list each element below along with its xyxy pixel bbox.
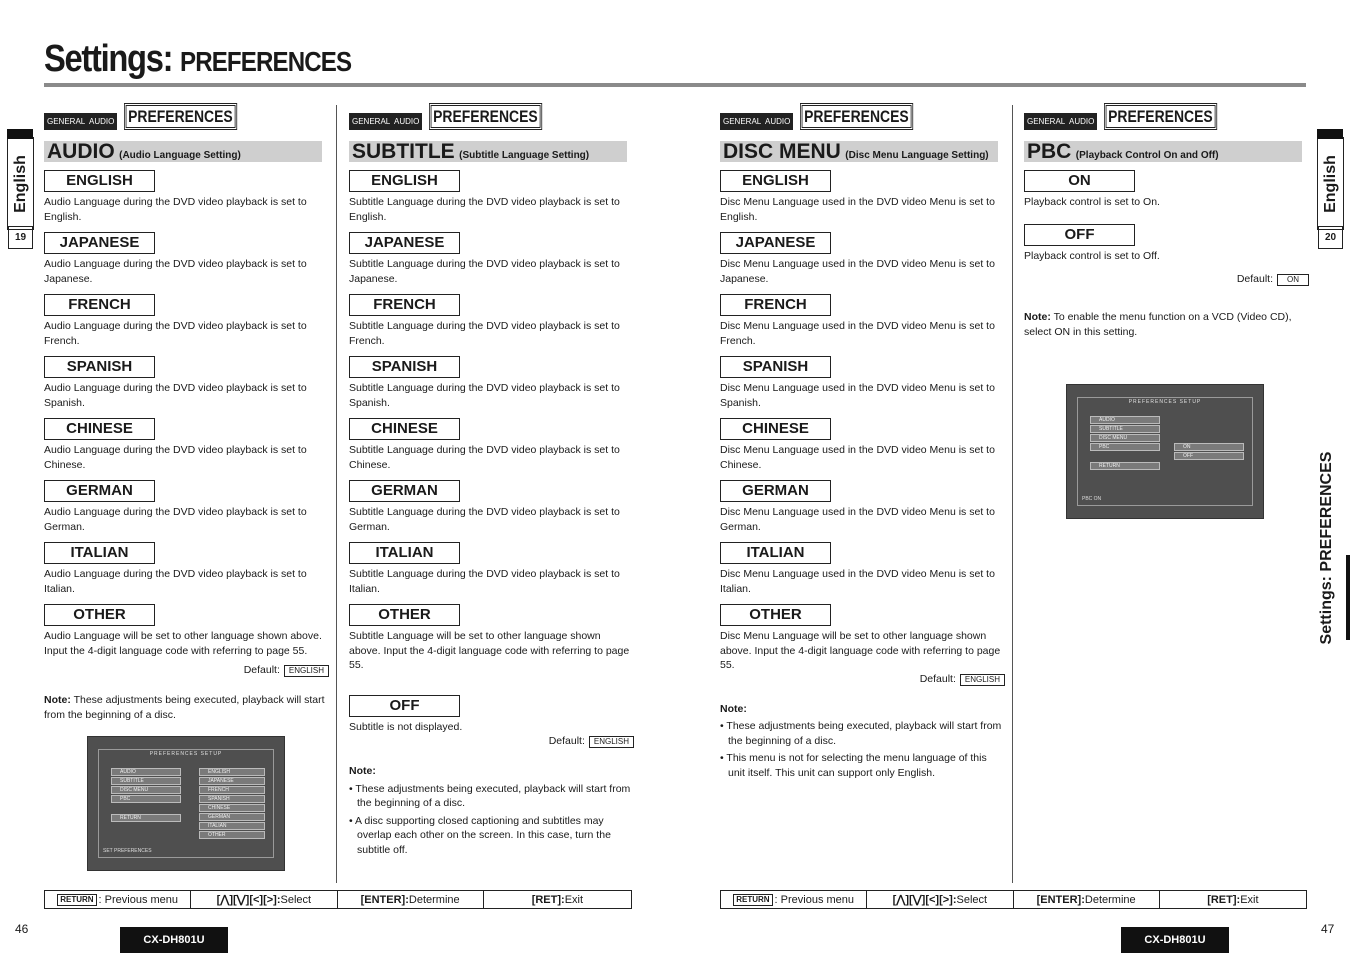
screen-option: ENGLISH — [199, 768, 265, 776]
footer-arrows: [⋀][⋁][<][>]: — [216, 894, 281, 906]
default-row — [1024, 273, 1309, 286]
return-key-box: RETURN — [57, 894, 96, 906]
option-japanese: JAPANESE — [44, 232, 155, 254]
note-item: • These adjustments being executed, playback will start from the beginning of a disc. — [720, 720, 1002, 747]
audio-heading-sub: (Audio Language Setting) — [119, 150, 241, 161]
footer-ret-key: [RET]: — [1207, 893, 1241, 906]
option-description: Disc Menu Language used in the DVD video Menu is set to French. — [720, 320, 995, 347]
footer-previous-text: : Previous menu — [774, 893, 855, 906]
pbc-heading-sub: (Playback Control On and Off) — [1075, 150, 1219, 161]
footer-determine-text: Determine — [408, 893, 460, 906]
preferences-setup-screen-left — [87, 736, 285, 871]
option-description: Playback control is set to Off. — [1024, 249, 1160, 262]
side-page-number-left: 19 — [8, 226, 33, 249]
screen-menu-item: RETURN — [1090, 462, 1160, 470]
screen-option: SPANISH — [199, 795, 265, 803]
option-description: Subtitle Language during the DVD video playback is set to Italian. — [349, 568, 620, 595]
screen-menu-item: PBC — [1090, 443, 1160, 451]
screen-title: PREFERENCES SETUP — [149, 751, 223, 757]
option-spanish: SPANISH — [720, 356, 831, 378]
screen-option: ITALIAN — [199, 822, 265, 830]
option-italian: ITALIAN — [44, 542, 155, 564]
option-italian: ITALIAN — [349, 542, 460, 564]
note-item: • A disc supporting closed captioning and subtitles may overlap each other on the screen. In this case, turn the subtitle off. — [349, 814, 611, 856]
subtitle-heading-title: SUBTITLE — [352, 141, 455, 162]
screen-frame — [98, 749, 274, 858]
tab-general: GENERAL — [44, 113, 88, 130]
footer-select — [191, 891, 337, 908]
note-label: Note: — [720, 702, 747, 715]
option-italian: ITALIAN — [720, 542, 831, 564]
option-chinese: CHINESE — [44, 418, 155, 440]
tab-row — [349, 103, 634, 133]
option-description: Disc Menu Language used in the DVD video Menu is set to Chinese. — [720, 444, 995, 471]
footer-enter — [338, 891, 484, 908]
option-description: Subtitle Language during the DVD video playback is set to Japanese. — [349, 258, 620, 285]
option-description: Disc Menu Language used in the DVD video Menu is set to Japanese. — [720, 258, 995, 285]
option-spanish: SPANISH — [349, 356, 460, 378]
default-row — [720, 673, 1005, 686]
tab-audio: AUDIO — [391, 113, 422, 130]
screen-option: OFF — [1174, 452, 1244, 460]
model-badge-left: CX-DH801U — [120, 927, 228, 953]
audio-heading-title: AUDIO — [47, 141, 115, 162]
footer-ret-key: [RET]: — [531, 893, 565, 906]
option-description: Audio Language during the DVD video playback is set to German. — [44, 506, 307, 533]
screen-menu-item: SUBTITLE — [1090, 425, 1160, 433]
tab-general: GENERAL — [720, 113, 764, 130]
title-rule — [44, 83, 1306, 87]
option-description: Disc Menu Language used in the DVD video Menu is set to English. — [720, 196, 995, 223]
option-description: Audio Language during the DVD video playback is set to Spanish. — [44, 382, 307, 409]
audio-column — [44, 103, 329, 722]
pbc-column — [1024, 103, 1309, 339]
model-badge-right: CX-DH801U — [1121, 927, 1229, 953]
side-language-tab-right — [1317, 137, 1344, 230]
page-number-left: 46 — [15, 922, 29, 936]
footer-previous — [721, 891, 867, 908]
option-description: Audio Language during the DVD video playback is set to English. — [44, 196, 307, 223]
side-section-title — [1312, 451, 1342, 644]
tab-row — [720, 103, 1005, 133]
tab-row — [1024, 103, 1309, 133]
option-german: GERMAN — [349, 480, 460, 502]
option-english: ENGLISH — [720, 170, 831, 192]
screen-option: OTHER — [199, 831, 265, 839]
default-value: ON — [1277, 274, 1309, 286]
page-title-sub: PREFERENCES — [179, 46, 352, 77]
disc-menu-note — [720, 702, 1005, 781]
note-item: • These adjustments being executed, playback will start from the beginning of a disc. — [349, 782, 631, 809]
default-label: Default: — [1236, 273, 1273, 285]
option-french: FRENCH — [349, 294, 460, 316]
subtitle-heading-sub: (Subtitle Language Setting) — [459, 150, 590, 161]
option-description: Subtitle Language during the DVD video playback is set to Chinese. — [349, 444, 620, 471]
option-description: Audio Language during the DVD video playback is set to Italian. — [44, 568, 307, 595]
note-text: To enable the menu function on a VCD (Video CD), select ON in this setting. — [1024, 311, 1292, 338]
footer-exit-text: Exit — [564, 893, 584, 906]
screen-option: FRENCH — [199, 786, 265, 794]
disc-menu-heading — [720, 141, 998, 162]
option-other: OTHER — [44, 604, 155, 626]
side-language-label: English — [1321, 154, 1339, 213]
option-description: Subtitle Language during the DVD video playback is set to Spanish. — [349, 382, 620, 409]
option-english: ENGLISH — [349, 170, 460, 192]
default-value: ENGLISH — [284, 665, 329, 677]
disc-menu-heading-title: DISC MENU — [723, 141, 841, 162]
page-title-main: Settings: — [44, 38, 173, 80]
side-section-bar — [1346, 555, 1350, 640]
tab-preferences: PREFERENCES — [800, 103, 913, 130]
footer-previous-text: : Previous menu — [98, 893, 179, 906]
footer-previous — [45, 891, 191, 908]
tab-audio: AUDIO — [86, 113, 117, 130]
footer-enter — [1014, 891, 1160, 908]
note-label: Note: — [44, 694, 71, 706]
note-text: These adjustments being executed, playback will start from the beginning of a disc. — [44, 694, 325, 721]
tab-audio: AUDIO — [1066, 113, 1097, 130]
pbc-heading-title: PBC — [1027, 141, 1072, 162]
option-description: Audio Language will be set to other language shown above. Input the 4-digit language code with referring to page 55. — [44, 630, 322, 657]
footer-bar-right — [720, 890, 1307, 909]
preferences-setup-screen-right — [1066, 384, 1264, 519]
option-description: Subtitle Language during the DVD video playback is set to German. — [349, 506, 620, 533]
tab-audio: AUDIO — [762, 113, 793, 130]
screen-option: GERMAN — [199, 813, 265, 821]
screen-title: PREFERENCES SETUP — [1128, 399, 1202, 405]
column-divider — [1012, 105, 1013, 883]
tab-preferences: PREFERENCES — [124, 103, 237, 130]
footer-exit — [1160, 891, 1306, 908]
screen-menu-item: AUDIO — [1090, 416, 1160, 424]
tab-preferences: PREFERENCES — [429, 103, 542, 130]
screen-option: JAPANESE — [199, 777, 265, 785]
audio-heading — [44, 141, 322, 162]
column-divider — [336, 105, 337, 883]
page-number-right: 47 — [1321, 922, 1335, 936]
option-other: OTHER — [349, 604, 460, 626]
screen-menu-item: RETURN — [111, 814, 181, 822]
option-description: Audio Language during the DVD video playback is set to Chinese. — [44, 444, 307, 471]
option-chinese: CHINESE — [720, 418, 831, 440]
footer-determine-text: Determine — [1084, 893, 1136, 906]
default-row — [349, 735, 634, 748]
option-description: Subtitle Language during the DVD video playback is set to French. — [349, 320, 620, 347]
option-description: Audio Language during the DVD video playback is set to French. — [44, 320, 307, 347]
option-chinese: CHINESE — [349, 418, 460, 440]
note-item: • This menu is not for selecting the menu language of this unit itself. This unit can support only English. — [720, 752, 987, 779]
side-language-tab-left — [7, 137, 34, 230]
footer-enter-key: [ENTER]: — [360, 893, 409, 906]
option-description: Disc Menu Language will be set to other language shown above. Input the 4-digit language code with referring to page 55. — [720, 630, 1001, 671]
screen-menu-item: DISC MENU — [1090, 434, 1160, 442]
tab-row — [44, 103, 329, 133]
pbc-heading — [1024, 141, 1302, 162]
option-description: Disc Menu Language used in the DVD video Menu is set to Spanish. — [720, 382, 995, 409]
return-key-box: RETURN — [733, 894, 772, 906]
side-language-label: English — [11, 154, 29, 213]
screen-option: ON — [1174, 443, 1244, 451]
option-description: Disc Menu Language used in the DVD video Menu is set to Italian. — [720, 568, 995, 595]
footer-arrows: [⋀][⋁][<][>]: — [892, 894, 957, 906]
option-description: Subtitle Language during the DVD video playback is set to English. — [349, 196, 620, 223]
option-off: OFF — [1024, 224, 1135, 246]
tab-general: GENERAL — [349, 113, 393, 130]
default-label: Default: — [919, 672, 956, 685]
footer-enter-key: [ENTER]: — [1036, 893, 1085, 906]
subtitle-heading — [349, 141, 627, 162]
option-german: GERMAN — [44, 480, 155, 502]
option-description: Subtitle is not displayed. — [349, 720, 463, 733]
side-page-number-right: 20 — [1318, 226, 1343, 249]
option-german: GERMAN — [720, 480, 831, 502]
screen-menu-item: PBC — [111, 795, 181, 803]
screen-status: PBC ON — [1082, 496, 1102, 502]
option-japanese: JAPANESE — [720, 232, 831, 254]
screen-menu-item: SUBTITLE — [111, 777, 181, 785]
note-label: Note: — [349, 765, 376, 777]
footer-select — [867, 891, 1013, 908]
footer-select-text: Select — [280, 893, 312, 906]
subtitle-column — [349, 103, 634, 857]
disc-menu-heading-sub: (Disc Menu Language Setting) — [845, 150, 989, 161]
screen-status: SET PREFERENCES — [103, 848, 152, 854]
footer-exit-text: Exit — [1240, 893, 1259, 906]
option-other: OTHER — [720, 604, 831, 626]
option-description: Playback control is set to On. — [1024, 196, 1160, 208]
option-japanese: JAPANESE — [349, 232, 460, 254]
pbc-note — [1024, 310, 1309, 339]
subtitle-note — [349, 764, 634, 857]
option-description: Audio Language during the DVD video playback is set to Japanese. — [44, 258, 307, 285]
option-description: Disc Menu Language used in the DVD video Menu is set to German. — [720, 506, 995, 533]
option-french: FRENCH — [720, 294, 831, 316]
option-french: FRENCH — [44, 294, 155, 316]
note-label: Note: — [1024, 311, 1051, 323]
default-row — [44, 664, 329, 677]
page-title — [44, 38, 351, 81]
tab-general: GENERAL — [1024, 113, 1068, 130]
screen-menu-item: DISC MENU — [111, 786, 181, 794]
default-label: Default: — [548, 735, 585, 747]
option-off: OFF — [349, 695, 460, 717]
audio-note — [44, 693, 329, 722]
default-value: ENGLISH — [589, 736, 634, 748]
side-section-title-text: Settings: PREFERENCES — [1318, 451, 1335, 644]
screen-menu-item: AUDIO — [111, 768, 181, 776]
disc-menu-column — [720, 103, 1005, 780]
option-spanish: SPANISH — [44, 356, 155, 378]
footer-exit — [484, 891, 631, 908]
option-english: ENGLISH — [44, 170, 155, 192]
screen-frame — [1077, 397, 1253, 506]
default-label: Default: — [243, 664, 280, 676]
footer-select-text: Select — [956, 893, 988, 906]
footer-bar-left — [44, 890, 632, 909]
tab-preferences: PREFERENCES — [1104, 103, 1217, 130]
screen-option: CHINESE — [199, 804, 265, 812]
option-on: ON — [1024, 170, 1135, 192]
option-description: Subtitle Language will be set to other language shown above. Input the 4-digit language code with referring to page 55. — [349, 630, 630, 671]
default-value: ENGLISH — [960, 674, 1005, 686]
